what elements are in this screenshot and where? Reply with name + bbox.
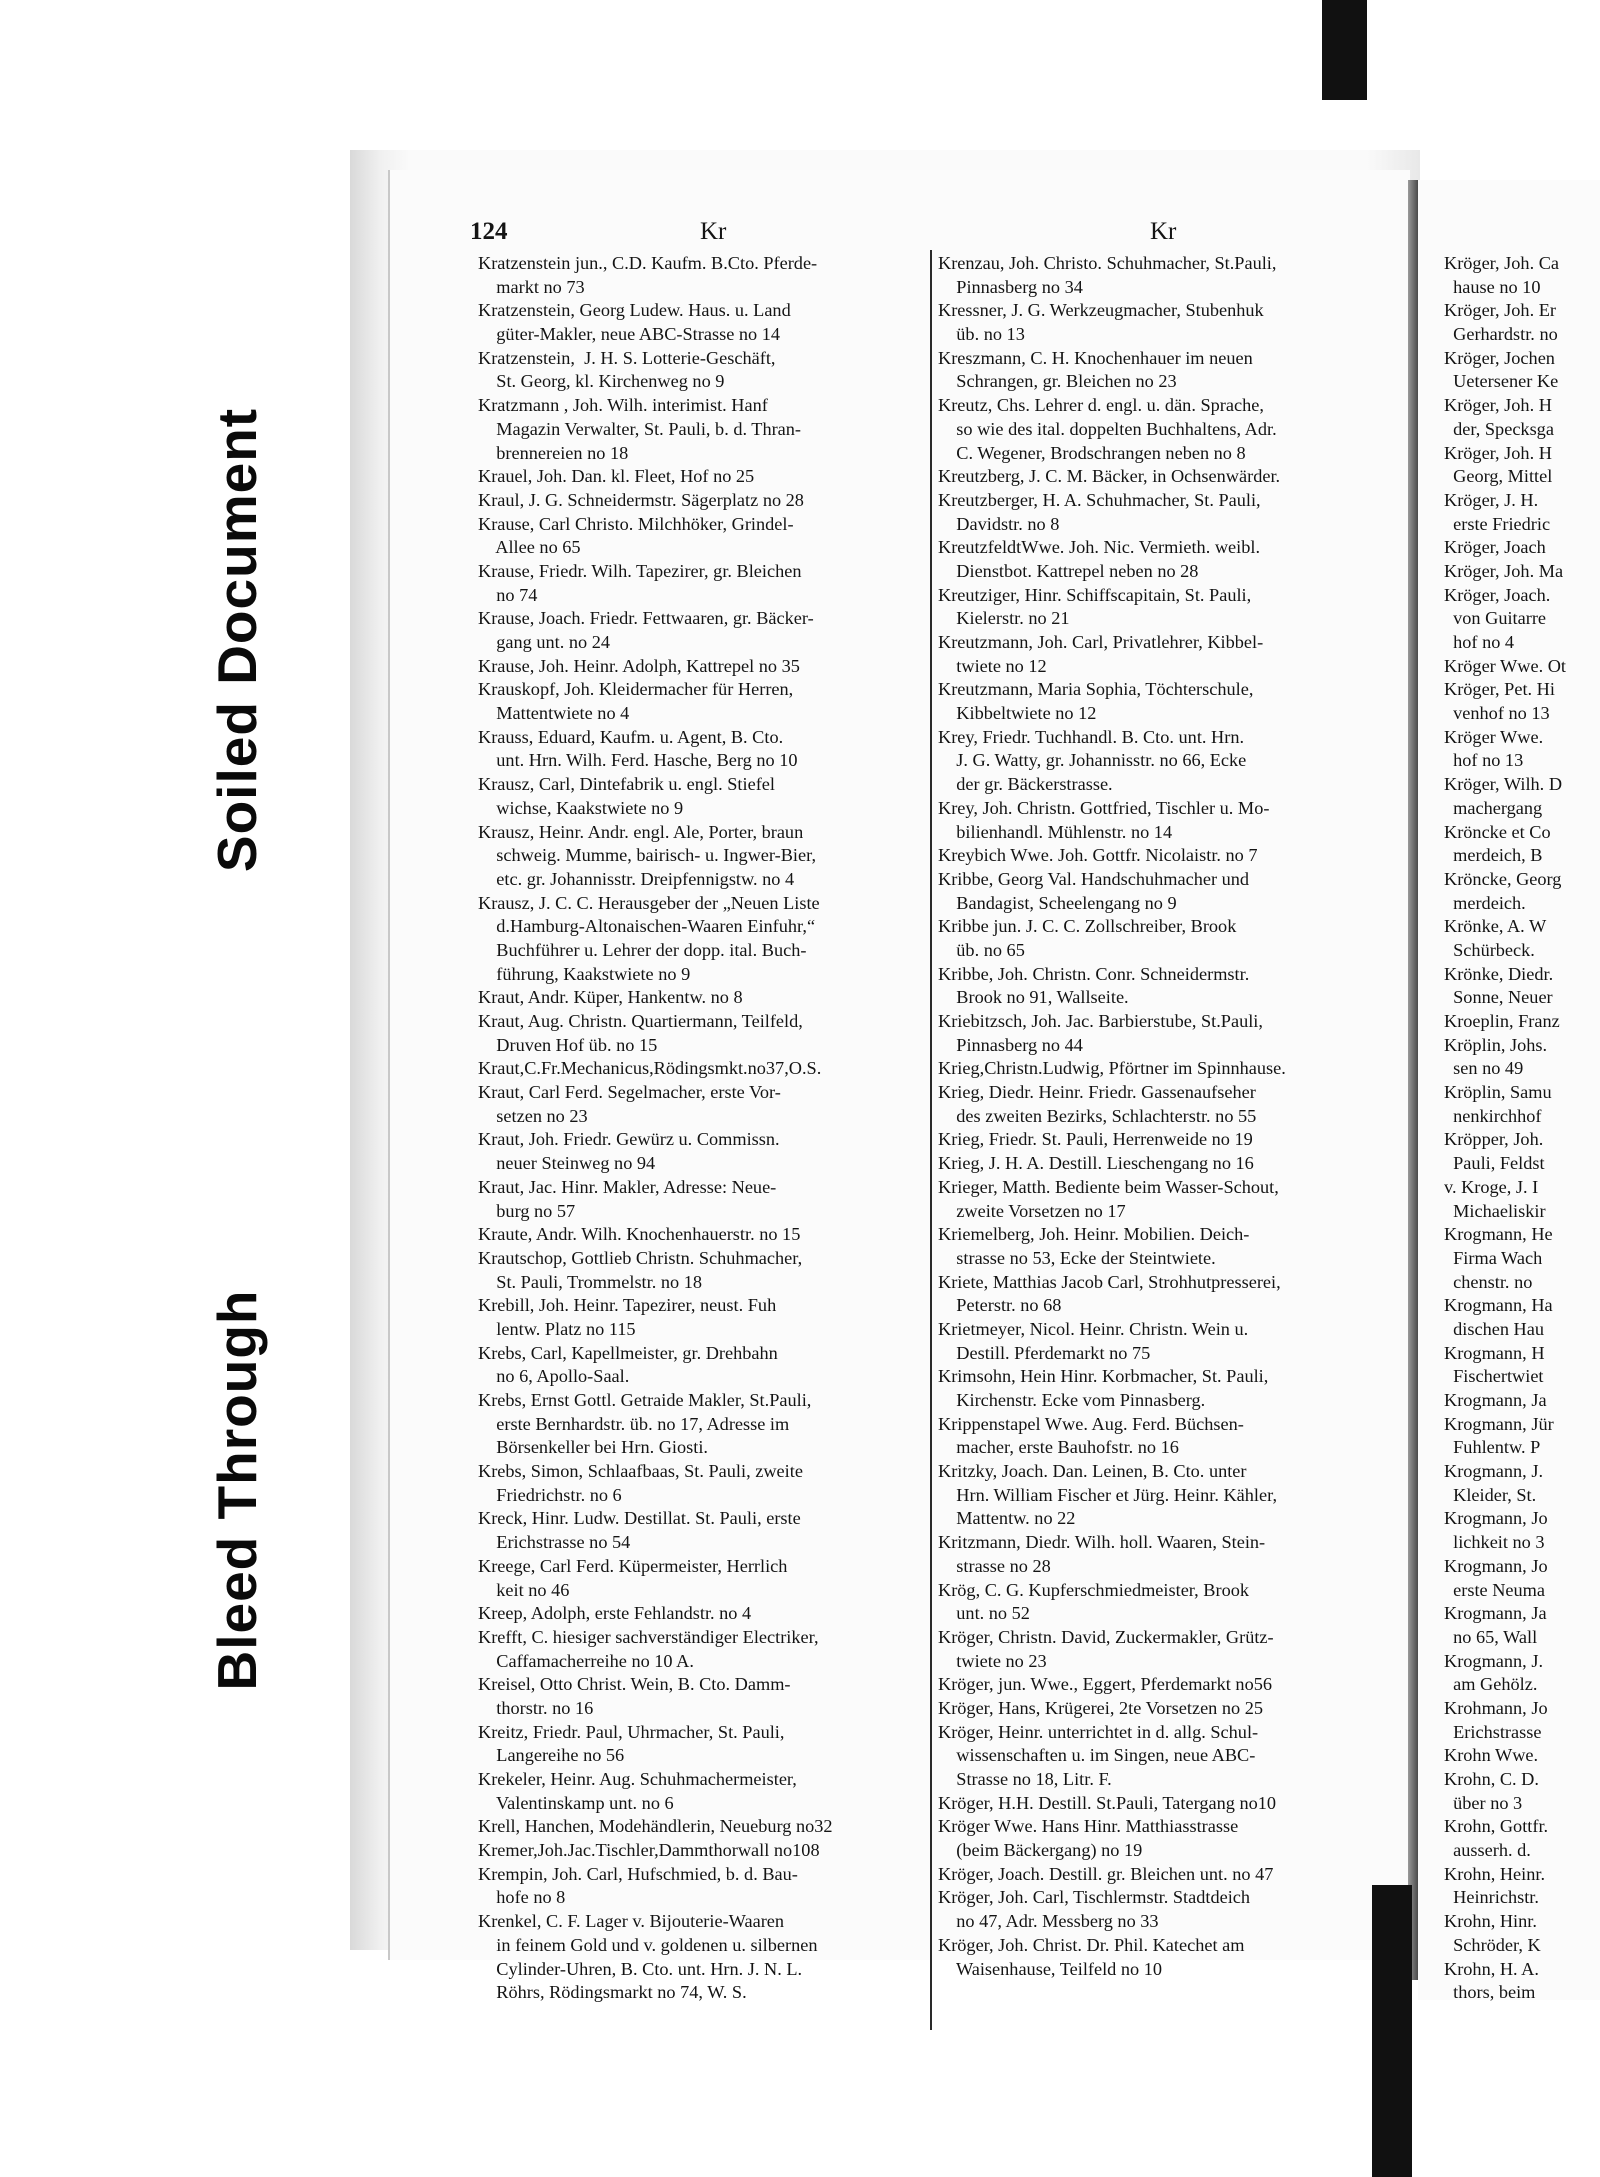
- directory-entry-line: Krieg,Christn.Ludwig, Pförtner im Spinnhause.: [938, 1058, 1286, 1079]
- directory-entry-line: C. Wegener, Brodschrangen neben no 8: [938, 442, 1246, 463]
- directory-entry-line: Krauss, Eduard, Kaufm. u. Agent, B. Cto.: [478, 726, 784, 747]
- directory-entry-line: gang unt. no 24: [478, 632, 611, 652]
- directory-entry-line: Kreszmann, C. H. Knochenhauer im neuen: [938, 347, 1253, 368]
- directory-entry-line: Druven Hof üb. no 15: [478, 1034, 658, 1055]
- directory-entry-line: Kraut, Joh. Friedr. Gewürz u. Commissn.: [478, 1129, 780, 1150]
- directory-entry-line: von Guitarre: [1444, 608, 1547, 629]
- directory-entry-line: lentw. Platz no 115: [478, 1318, 636, 1339]
- directory-entry-line: Kritzmann, Diedr. Wilh. holl. Waaren, Stein-: [938, 1532, 1266, 1553]
- directory-entry-line: dischen Hau: [1444, 1318, 1545, 1339]
- directory-entry-line: machergang: [1444, 797, 1543, 818]
- directory-entry-line: Krohn Wwe.: [1444, 1745, 1539, 1766]
- directory-entry-line: neuer Steinweg no 94: [478, 1153, 656, 1174]
- directory-entry-line: am Gehölz.: [1444, 1674, 1538, 1695]
- directory-entry-line: Krieg, Friedr. St. Pauli, Herrenweide no 19: [938, 1129, 1253, 1150]
- stamp-bleed-through: [208, 1180, 266, 1800]
- column-divider: [930, 250, 932, 2030]
- directory-entry-line: Kreisel, Otto Christ. Wein, B. Cto. Damm-: [478, 1674, 791, 1695]
- directory-entry-line: thorstr. no 16: [478, 1697, 594, 1718]
- directory-entry-line: unt. no 52: [938, 1603, 1030, 1624]
- directory-entry-line: Kröger, Christn. David, Zuckermakler, Grütz-: [938, 1626, 1274, 1647]
- directory-entry-line: Destill. Pferdemarkt no 75: [938, 1342, 1151, 1363]
- directory-entry-line: Krenkel, C. F. Lager v. Bijouterie-Waaren: [478, 1911, 785, 1932]
- directory-entry-line: Kreutzberger, H. A. Schuhmacher, St. Pauli,: [938, 489, 1261, 510]
- directory-entry-line: strasse no 53, Ecke der Steintwiete.: [938, 1247, 1216, 1268]
- directory-entry-line: Kröger, Pet. Hi: [1444, 679, 1555, 700]
- directory-entry-line: Kratzenstein, J. H. S. Lotterie-Geschäft,: [478, 347, 776, 368]
- directory-entry-line: Kröpper, Joh.: [1444, 1129, 1544, 1150]
- directory-entry-line: brennereien no 18: [478, 442, 629, 463]
- directory-entry-line: führung, Kaakstwiete no 9: [478, 963, 691, 984]
- directory-entry-line: Kraut, Andr. Küper, Hankentw. no 8: [478, 987, 743, 1008]
- directory-entry-line: Kröger, Joh. Christ. Dr. Phil. Katechet am: [938, 1934, 1245, 1955]
- directory-entry-line: no 47, Adr. Messberg no 33: [938, 1911, 1159, 1932]
- directory-entry-line: Röhrs, Rödingsmarkt no 74, W. S.: [478, 1982, 747, 2003]
- directory-entry-line: v. Kroge, J. I: [1444, 1176, 1539, 1197]
- directory-entry-line: hof no 4: [1444, 632, 1515, 652]
- directory-entry-line: unt. Hrn. Wilh. Ferd. Hasche, Berg no 10: [478, 750, 798, 771]
- directory-entry-line: burg no 57: [478, 1200, 576, 1221]
- directory-entry-line: Strasse no 18, Litr. F.: [938, 1769, 1112, 1789]
- directory-entry-line: twiete no 23: [938, 1650, 1047, 1671]
- directory-entry-line: nenkirchhof: [1444, 1105, 1542, 1126]
- directory-entry-line: markt no 73: [478, 276, 585, 297]
- directory-entry-line: Kröger, Joach: [1444, 537, 1546, 558]
- directory-entry-line: Krause, Joach. Friedr. Fettwaaren, gr. Bäcker-: [478, 608, 814, 629]
- book-gutter: [1408, 180, 1418, 1980]
- directory-entry-line: Kraut, Carl Ferd. Segelmacher, erste Vor-: [478, 1082, 781, 1103]
- directory-entry-line: zweite Vorsetzen no 17: [938, 1200, 1126, 1221]
- directory-entry-line: Kröger, Joh. Ca: [1444, 253, 1560, 273]
- directory-entry-line: Kröger, Joh. Carl, Tischlermstr. Stadtdeich: [938, 1887, 1251, 1908]
- directory-entry-line: St. Pauli, Trommelstr. no 18: [478, 1271, 702, 1292]
- directory-entry-line: des zweiten Bezirks, Schlachterstr. no 55: [938, 1105, 1257, 1126]
- directory-entry-line: Friedrichstr. no 6: [478, 1484, 622, 1505]
- directory-entry-line: merdeich, B: [1444, 845, 1543, 866]
- directory-entry-line: Krey, Friedr. Tuchhandl. B. Cto. unt. Hrn.: [938, 726, 1245, 747]
- directory-entry-line: Kröger, Joh. H: [1444, 442, 1552, 463]
- directory-entry-line: Kroeplin, Franz: [1444, 1011, 1560, 1031]
- stamp-soiled-document: [208, 300, 266, 980]
- directory-entry-line: Kreep, Adolph, erste Fehlandstr. no 4: [478, 1603, 752, 1624]
- directory-entry-line: Schürbeck.: [1444, 939, 1535, 960]
- directory-column-middle: [938, 252, 1388, 1981]
- directory-entry-line: keit no 46: [478, 1579, 570, 1600]
- directory-entry-line: no 65, Wall: [1444, 1626, 1538, 1647]
- directory-entry-line: Bandagist, Scheelengang no 9: [938, 892, 1177, 913]
- directory-entry-line: Krieger, Matth. Bediente beim Wasser-Schout,: [938, 1176, 1279, 1197]
- directory-column-facing-page: [1444, 252, 1600, 2005]
- directory-entry-line: sen no 49: [1444, 1058, 1524, 1079]
- directory-entry-line: üb. no 13: [938, 324, 1025, 345]
- directory-entry-line: Mattentwiete no 4: [478, 703, 630, 724]
- directory-entry-line: ausserh. d.: [1444, 1840, 1531, 1861]
- directory-entry-line: Kröger, Heinr. unterrichtet in d. allg. Schul-: [938, 1721, 1259, 1742]
- directory-entry-line: Kröger, Jochen: [1444, 347, 1555, 368]
- directory-entry-line: Kriete, Matthias Jacob Carl, Strohhutpresserei,: [938, 1271, 1281, 1292]
- directory-entry-line: Krausz, J. C. C. Herausgeber der „Neuen Liste: [478, 892, 820, 913]
- directory-entry-line: güter-Makler, neue ABC-Strasse no 14: [478, 324, 781, 345]
- directory-entry-line: Kröger Wwe. Ot: [1444, 655, 1567, 676]
- directory-entry-line: hause no 10: [1444, 276, 1541, 297]
- directory-entry-line: venhof no 13: [1444, 703, 1550, 724]
- directory-entry-line: Krietmeyer, Nicol. Heinr. Christn. Wein u.: [938, 1318, 1249, 1339]
- directory-entry-line: Heinrichstr.: [1444, 1887, 1539, 1908]
- directory-entry-line: Kröger, H.H. Destill. St.Pauli, Tatergang no10: [938, 1792, 1277, 1813]
- directory-entry-line: Kröger, J. H.: [1444, 489, 1539, 510]
- directory-entry-line: der, Specksga: [1444, 418, 1554, 439]
- directory-entry-line: Kribbe, Joh. Christn. Conr. Schneidermstr.: [938, 963, 1250, 984]
- directory-entry-line: Krohmann, Jo: [1444, 1697, 1548, 1718]
- directory-entry-line: Pinnasberg no 44: [938, 1034, 1083, 1055]
- directory-column-left: [478, 252, 926, 2005]
- directory-entry-line: Kraul, J. G. Schneidermstr. Sägerplatz no 28: [478, 489, 804, 510]
- directory-entry-line: Krempin, Joh. Carl, Hufschmied, b. d. Bau-: [478, 1863, 798, 1884]
- directory-entry-line: Kraut, Aug. Christn. Quartiermann, Teilfeld,: [478, 1011, 803, 1031]
- directory-entry-line: Kreutz, Chs. Lehrer d. engl. u. dän. Sprache,: [938, 395, 1264, 416]
- directory-entry-line: Krippenstapel Wwe. Aug. Ferd. Büchsen-: [938, 1413, 1244, 1434]
- directory-entry-line: Peterstr. no 68: [938, 1295, 1062, 1316]
- directory-entry-line: Fuhlentw. P: [1444, 1437, 1541, 1458]
- directory-entry-line: Krieg, J. H. A. Destill. Lieschengang no 16: [938, 1153, 1254, 1174]
- directory-entry-line: Gerhardstr. no: [1444, 324, 1558, 345]
- directory-entry-line: no 6, Apollo-Saal.: [478, 1366, 630, 1387]
- directory-entry-line: Kreege, Carl Ferd. Küpermeister, Herrlich: [478, 1555, 788, 1576]
- directory-entry-line: Kröger Wwe. Hans Hinr. Matthiasstrasse: [938, 1816, 1239, 1837]
- directory-entry-line: Kraut,C.Fr.Mechanicus,Rödingsmkt.no37,O.S.: [478, 1058, 822, 1079]
- directory-entry-line: erste Bernhardstr. üb. no 17, Adresse im: [478, 1413, 790, 1434]
- directory-entry-line: Kriebitzsch, Joh. Jac. Barbierstube, St.Pauli,: [938, 1011, 1263, 1031]
- directory-entry-line: Erichstrasse no 54: [478, 1532, 631, 1553]
- directory-entry-line: Langereihe no 56: [478, 1745, 625, 1766]
- scan-edge-bar-top: [1322, 0, 1367, 100]
- directory-entry-line: Kraute, Andr. Wilh. Knochenhauerstr. no 15: [478, 1224, 801, 1245]
- directory-entry-line: d.Hamburg-Altonaischen-Waaren Einfuhr,“: [478, 916, 816, 937]
- directory-entry-line: Krogmann, Ja: [1444, 1390, 1547, 1410]
- directory-entry-line: Krautschop, Gottlieb Christn. Schuhmacher,: [478, 1247, 803, 1268]
- directory-entry-line: Kröger Wwe.: [1444, 726, 1544, 747]
- directory-entry-line: Krausz, Heinr. Andr. engl. Ale, Porter, braun: [478, 821, 804, 842]
- directory-entry-line: Krohn, Gottfr.: [1444, 1816, 1549, 1837]
- directory-entry-line: Krausz, Carl, Dintefabrik u. engl. Stiefel: [478, 774, 775, 795]
- directory-entry-line: in feinem Gold und v. goldenen u. silbernen: [478, 1934, 818, 1955]
- directory-entry-line: Kratzenstein jun., C.D. Kaufm. B.Cto. Pferde-: [478, 253, 818, 273]
- directory-entry-line: Kritzky, Joach. Dan. Leinen, B. Cto. unter: [938, 1461, 1247, 1482]
- directory-entry-line: strasse no 28: [938, 1555, 1051, 1576]
- directory-entry-line: KreutzfeldtWwe. Joh. Nic. Vermieth. weibl.: [938, 537, 1261, 558]
- directory-entry-line: Waisenhause, Teilfeld no 10: [938, 1958, 1163, 1979]
- directory-entry-line: Krogmann, Ha: [1444, 1295, 1553, 1316]
- directory-entry-line: Krönke, A. W: [1444, 916, 1547, 937]
- directory-entry-line: Krauskopf, Joh. Kleidermacher für Herren,: [478, 679, 794, 700]
- directory-entry-line: Cylinder-Uhren, B. Cto. unt. Hrn. J. N. L.: [478, 1958, 803, 1979]
- directory-entry-line: Krause, Friedr. Wilh. Tapezirer, gr. Bleichen: [478, 560, 802, 581]
- directory-entry-line: Kröplin, Samu: [1444, 1082, 1552, 1103]
- directory-entry-line: J. G. Watty, gr. Johannisstr. no 66, Ecke: [938, 750, 1247, 771]
- directory-entry-line: Krogmann, He: [1444, 1224, 1553, 1245]
- running-head-left: Kr: [700, 218, 727, 245]
- directory-entry-line: Krogmann, H: [1444, 1342, 1545, 1363]
- directory-entry-line: Kribbe jun. J. C. C. Zollschreiber, Brook: [938, 916, 1237, 937]
- stamp-soiled-text: Soiled Document: [206, 407, 268, 873]
- directory-entry-line: Krogmann, J.: [1444, 1461, 1544, 1482]
- directory-entry-line: Kratzmann , Joh. Wilh. interimist. Hanf: [478, 395, 768, 416]
- directory-entry-line: Krohn, H. A.: [1444, 1958, 1539, 1979]
- directory-entry-line: erste Friedric: [1444, 513, 1551, 534]
- directory-entry-line: Kröplin, Johs.: [1444, 1034, 1548, 1055]
- directory-entry-line: Kröncke, Georg: [1444, 868, 1562, 889]
- directory-entry-line: Kleider, St.: [1444, 1484, 1537, 1505]
- directory-entry-line: Krohn, Hinr.: [1444, 1911, 1537, 1932]
- directory-entry-line: Firma Wach: [1444, 1247, 1543, 1268]
- directory-entry-line: Pinnasberg no 34: [938, 276, 1083, 297]
- directory-entry-line: Sonne, Neuer: [1444, 987, 1553, 1008]
- directory-entry-line: Schröder, K: [1444, 1934, 1541, 1955]
- directory-entry-line: Kremer,Joh.Jac.Tischler,Dammthorwall no108: [478, 1840, 820, 1861]
- directory-entry-line: Krebs, Carl, Kapellmeister, gr. Drehbahn: [478, 1342, 778, 1363]
- directory-entry-line: Mattentw. no 22: [938, 1508, 1076, 1529]
- directory-entry-line: Fischertwiet: [1444, 1366, 1544, 1387]
- directory-entry-line: Krimsohn, Hein Hinr. Korbmacher, St. Pauli,: [938, 1366, 1269, 1387]
- directory-entry-line: Michaeliskir: [1444, 1200, 1546, 1221]
- directory-entry-line: Buchführer u. Lehrer der dopp. ital. Buch-: [478, 939, 807, 960]
- directory-entry-line: Kreutzberg, J. C. M. Bäcker, in Ochsenwärder.: [938, 466, 1281, 487]
- directory-entry-line: Georg, Mittel: [1444, 466, 1553, 487]
- directory-entry-line: setzen no 23: [478, 1105, 588, 1126]
- directory-entry-line: Hrn. William Fischer et Jürg. Heinr. Kähler,: [938, 1484, 1278, 1505]
- directory-entry-line: twiete no 12: [938, 655, 1047, 676]
- directory-entry-line: Krogmann, Ja: [1444, 1603, 1547, 1624]
- directory-entry-line: Kreutzmann, Joh. Carl, Privatlehrer, Kibbel-: [938, 632, 1264, 652]
- directory-entry-line: hof no 13: [1444, 750, 1524, 771]
- directory-entry-line: Kröger, Joh. H: [1444, 395, 1552, 416]
- directory-entry-line: Kröncke et Co: [1444, 821, 1551, 842]
- directory-entry-line: Magazin Verwalter, St. Pauli, b. d. Thran-: [478, 418, 802, 439]
- directory-entry-line: Kröger, Hans, Krügerei, 2te Vorsetzen no 25: [938, 1697, 1264, 1718]
- directory-entry-line: wichse, Kaakstwiete no 9: [478, 797, 684, 818]
- directory-entry-line: no 74: [478, 584, 538, 605]
- directory-entry-line: Krekeler, Heinr. Aug. Schuhmachermeister,: [478, 1769, 797, 1789]
- directory-entry-line: Krefft, C. hiesiger sachverständiger Electriker,: [478, 1626, 819, 1647]
- directory-entry-line: St. Georg, kl. Kirchenweg no 9: [478, 371, 725, 392]
- directory-entry-line: Kröger, Joach. Destill. gr. Bleichen unt. no 47: [938, 1863, 1274, 1884]
- directory-entry-line: Davidstr. no 8: [938, 513, 1060, 534]
- directory-entry-line: bilienhandl. Mühlenstr. no 14: [938, 821, 1173, 842]
- directory-entry-line: Kreck, Hinr. Ludw. Destillat. St. Pauli, erste: [478, 1508, 801, 1529]
- stamp-bleed-text: Bleed Through: [206, 1289, 268, 1691]
- directory-entry-line: Caffamacherreihe no 10 A.: [478, 1650, 694, 1671]
- directory-entry-line: (beim Bäckergang) no 19: [938, 1840, 1143, 1861]
- directory-entry-line: lichkeit no 3: [1444, 1532, 1545, 1553]
- directory-entry-line: Kröger, Joh. Ma: [1444, 560, 1564, 581]
- directory-entry-line: Krebill, Joh. Heinr. Tapezirer, neust. Fuh: [478, 1295, 777, 1316]
- directory-entry-line: Kreybich Wwe. Joh. Gottfr. Nicolaistr. no 7: [938, 845, 1258, 866]
- directory-entry-line: Krenzau, Joh. Christo. Schuhmacher, St.Pauli,: [938, 253, 1277, 273]
- directory-entry-line: Kröger, Joach.: [1444, 584, 1551, 605]
- directory-entry-line: Kröger, jun. Wwe., Eggert, Pferdemarkt no56: [938, 1674, 1272, 1695]
- directory-entry-line: Krög, C. G. Kupferschmiedmeister, Brook: [938, 1579, 1250, 1600]
- directory-entry-line: Kibbeltwiete no 12: [938, 703, 1097, 724]
- directory-entry-line: merdeich.: [1444, 892, 1526, 913]
- directory-entry-line: der gr. Bäckerstrasse.: [938, 774, 1113, 795]
- directory-entry-line: Krey, Joh. Christn. Gottfried, Tischler u. Mo-: [938, 797, 1270, 818]
- directory-entry-line: Krogmann, Jo: [1444, 1508, 1548, 1529]
- directory-entry-line: wissenschaften u. im Singen, neue ABC-: [938, 1745, 1256, 1766]
- directory-entry-line: Krebs, Simon, Schlaafbaas, St. Pauli, zweite: [478, 1461, 803, 1482]
- directory-entry-line: Krohn, C. D.: [1444, 1769, 1539, 1789]
- directory-entry-line: Krause, Carl Christo. Milchhöker, Grindel-: [478, 513, 794, 534]
- directory-entry-line: Uetersener Ke: [1444, 371, 1559, 392]
- directory-entry-line: Erichstrasse: [1444, 1721, 1542, 1742]
- directory-entry-line: so wie des ital. doppelten Buchhaltens, Adr.: [938, 418, 1277, 439]
- directory-entry-line: Kreutziger, Hinr. Schiffscapitain, St. Pauli,: [938, 584, 1252, 605]
- directory-entry-line: Kreutzmann, Maria Sophia, Töchterschule,: [938, 679, 1254, 700]
- directory-entry-line: Kreitz, Friedr. Paul, Uhrmacher, St. Pauli,: [478, 1721, 785, 1742]
- directory-entry-line: Kielerstr. no 21: [938, 608, 1070, 629]
- directory-entry-line: Krogmann, J.: [1444, 1650, 1544, 1671]
- directory-entry-line: üb. no 65: [938, 939, 1025, 960]
- directory-entry-line: Krogmann, Jür: [1444, 1413, 1554, 1434]
- directory-entry-line: macher, erste Bauhofstr. no 16: [938, 1437, 1179, 1458]
- directory-entry-line: Brook no 91, Wallseite.: [938, 987, 1129, 1008]
- directory-entry-line: erste Neuma: [1444, 1579, 1546, 1600]
- directory-entry-line: Kröger, Joh. Er: [1444, 300, 1556, 321]
- directory-entry-line: Kratzenstein, Georg Ludew. Haus. u. Land: [478, 300, 791, 321]
- page-number: 124: [470, 218, 508, 245]
- directory-entry-line: Kressner, J. G. Werkzeugmacher, Stubenhuk: [938, 300, 1264, 321]
- directory-entry-line: Pauli, Feldst: [1444, 1153, 1545, 1174]
- directory-entry-line: Krohn, Heinr.: [1444, 1863, 1546, 1884]
- directory-entry-line: Krönke, Diedr.: [1444, 963, 1554, 984]
- directory-entry-line: Allee no 65: [478, 537, 581, 558]
- directory-entry-line: hofe no 8: [478, 1887, 566, 1908]
- directory-entry-line: über no 3: [1444, 1792, 1523, 1813]
- directory-entry-line: Krieg, Diedr. Heinr. Friedr. Gassenaufseher: [938, 1082, 1256, 1103]
- directory-entry-line: Krogmann, Jo: [1444, 1555, 1548, 1576]
- directory-entry-line: Valentinskamp unt. no 6: [478, 1792, 674, 1813]
- directory-entry-line: Dienstbot. Kattrepel neben no 28: [938, 560, 1199, 581]
- directory-entry-line: etc. gr. Johannisstr. Dreipfennigstw. no 4: [478, 868, 795, 889]
- directory-entry-line: Krauel, Joh. Dan. kl. Fleet, Hof no 25: [478, 466, 755, 487]
- directory-entry-line: schweig. Mumme, bairisch- u. Ingwer-Bier,: [478, 845, 817, 866]
- directory-entry-line: Kirchenstr. Ecke vom Pinnasberg.: [938, 1390, 1206, 1410]
- directory-entry-line: Kribbe, Georg Val. Handschuhmacher und: [938, 868, 1250, 889]
- directory-entry-line: Krebs, Ernst Gottl. Getraide Makler, St.Pauli,: [478, 1390, 812, 1410]
- directory-entry-line: thors, beim: [1444, 1982, 1536, 2003]
- directory-entry-line: Börsenkeller bei Hrn. Giosti.: [478, 1437, 708, 1458]
- directory-entry-line: Kröger, Wilh. D: [1444, 774, 1563, 795]
- directory-entry-line: Schrangen, gr. Bleichen no 23: [938, 371, 1177, 392]
- running-head-right: Kr: [1150, 218, 1177, 245]
- directory-entry-line: Krell, Hanchen, Modehändlerin, Neueburg no32: [478, 1816, 833, 1837]
- directory-entry-line: chenstr. no: [1444, 1271, 1533, 1292]
- directory-entry-line: Kraut, Jac. Hinr. Makler, Adresse: Neue-: [478, 1176, 777, 1197]
- directory-entry-line: Kriemelberg, Joh. Heinr. Mobilien. Deich-: [938, 1224, 1250, 1245]
- directory-entry-line: Krause, Joh. Heinr. Adolph, Kattrepel no 35: [478, 655, 800, 676]
